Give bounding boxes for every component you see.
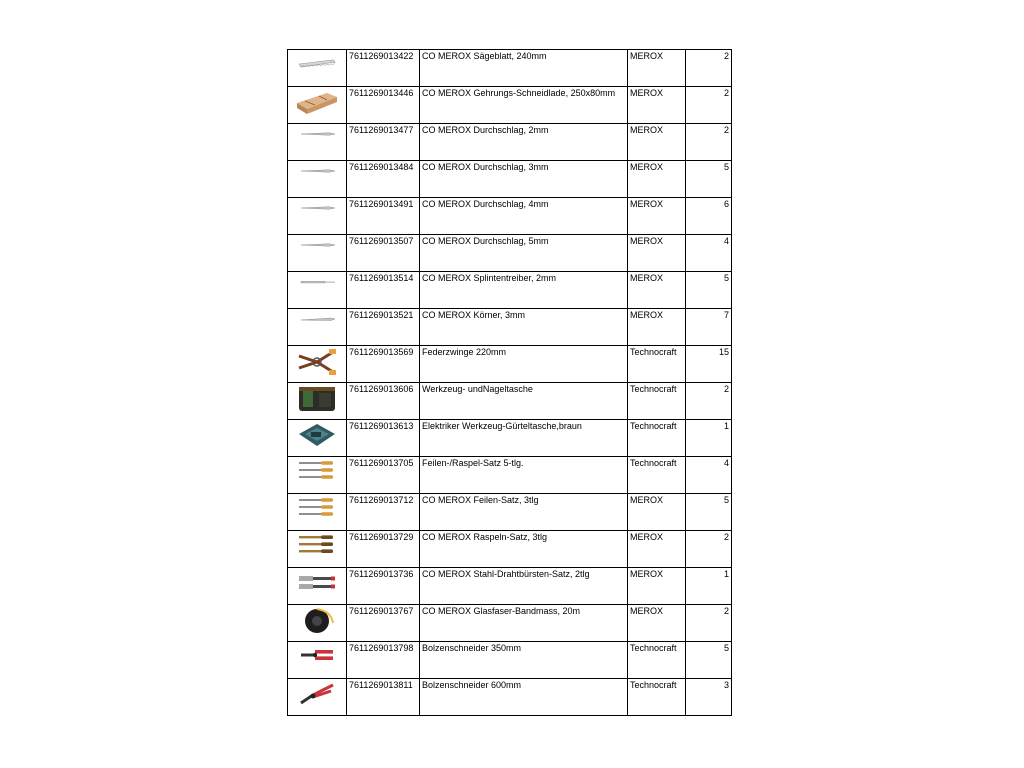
table-row — [288, 161, 732, 198]
center-punch-icon — [290, 309, 344, 329]
ean-cell: 7611269013767 — [347, 605, 420, 642]
product-name-cell: Bolzenschneider 350mm — [420, 642, 628, 679]
product-image-cell — [288, 642, 347, 679]
table-row — [288, 642, 732, 679]
table-row — [288, 124, 732, 161]
brand-cell: Technocraft — [628, 642, 686, 679]
table-row — [288, 235, 732, 272]
punch-icon — [290, 161, 344, 181]
product-name-cell: CO MEROX Durchschlag, 5mm — [420, 235, 628, 272]
tool-belt-bag-icon — [290, 420, 344, 450]
product-image-cell — [288, 531, 347, 568]
brand-cell: MEROX — [628, 494, 686, 531]
quantity-cell: 2 — [686, 605, 732, 642]
product-image-cell — [288, 124, 347, 161]
miter-box-icon — [290, 87, 344, 115]
ean-cell: 7611269013514 — [347, 272, 420, 309]
table-row — [288, 679, 732, 716]
ean-cell: 7611269013606 — [347, 383, 420, 420]
brand-cell: MEROX — [628, 124, 686, 161]
product-name-cell: CO MEROX Körner, 3mm — [420, 309, 628, 346]
ean-cell: 7611269013705 — [347, 457, 420, 494]
brand-cell: Technocraft — [628, 679, 686, 716]
table-row — [288, 346, 732, 383]
ean-cell: 7611269013613 — [347, 420, 420, 457]
table-row — [288, 87, 732, 124]
ean-cell: 7611269013477 — [347, 124, 420, 161]
product-name-cell: CO MEROX Durchschlag, 4mm — [420, 198, 628, 235]
product-image-cell — [288, 457, 347, 494]
ean-cell: 7611269013446 — [347, 87, 420, 124]
file-set-icon — [290, 494, 344, 520]
punch-icon — [290, 235, 344, 255]
brand-cell: MEROX — [628, 309, 686, 346]
ean-cell: 7611269013569 — [347, 346, 420, 383]
bolt-cutter-large-icon — [290, 679, 344, 709]
quantity-cell: 7 — [686, 309, 732, 346]
product-name-cell: CO MEROX Feilen-Satz, 3tlg — [420, 494, 628, 531]
quantity-cell: 4 — [686, 235, 732, 272]
quantity-cell: 1 — [686, 420, 732, 457]
quantity-cell: 5 — [686, 272, 732, 309]
quantity-cell: 6 — [686, 198, 732, 235]
brand-cell: MEROX — [628, 161, 686, 198]
brand-cell: Technocraft — [628, 346, 686, 383]
ean-cell: 7611269013521 — [347, 309, 420, 346]
table-row — [288, 272, 732, 309]
tape-measure-icon — [290, 605, 344, 637]
bolt-cutter-icon — [290, 642, 344, 668]
product-image-cell — [288, 235, 347, 272]
ean-cell: 7611269013798 — [347, 642, 420, 679]
product-name-cell: CO MEROX Stahl-Drahtbürsten-Satz, 2tlg — [420, 568, 628, 605]
product-name-cell: CO MEROX Sägeblatt, 240mm — [420, 50, 628, 87]
product-name-cell: Werkzeug- undNageltasche — [420, 383, 628, 420]
table-row — [288, 383, 732, 420]
quantity-cell: 3 — [686, 679, 732, 716]
brand-cell: MEROX — [628, 198, 686, 235]
spring-clamp-icon — [290, 346, 344, 376]
product-name-cell: CO MEROX Splintentreiber, 2mm — [420, 272, 628, 309]
table-row — [288, 568, 732, 605]
product-name-cell: Elektriker Werkzeug-Gürteltasche,braun — [420, 420, 628, 457]
table-row — [288, 605, 732, 642]
brand-cell: MEROX — [628, 235, 686, 272]
product-name-cell: CO MEROX Raspeln-Satz, 3tlg — [420, 531, 628, 568]
table-row — [288, 309, 732, 346]
quantity-cell: 1 — [686, 568, 732, 605]
quantity-cell: 2 — [686, 124, 732, 161]
product-image-cell — [288, 161, 347, 198]
product-image-cell — [288, 309, 347, 346]
wire-brush-set-icon — [290, 568, 344, 594]
quantity-cell: 2 — [686, 87, 732, 124]
product-name-cell: CO MEROX Gehrungs-Schneidlade, 250x80mm — [420, 87, 628, 124]
brand-cell: MEROX — [628, 87, 686, 124]
file-set-icon — [290, 457, 344, 483]
table-row — [288, 531, 732, 568]
saw-blade-icon — [290, 50, 344, 76]
quantity-cell: 2 — [686, 50, 732, 87]
product-table-body — [288, 50, 732, 716]
brand-cell: Technocraft — [628, 420, 686, 457]
quantity-cell: 5 — [686, 494, 732, 531]
ean-cell: 7611269013422 — [347, 50, 420, 87]
product-image-cell — [288, 50, 347, 87]
quantity-cell: 15 — [686, 346, 732, 383]
product-image-cell — [288, 87, 347, 124]
product-name-cell: CO MEROX Durchschlag, 3mm — [420, 161, 628, 198]
brand-cell: Technocraft — [628, 383, 686, 420]
product-image-cell — [288, 679, 347, 716]
brand-cell: MEROX — [628, 605, 686, 642]
product-image-cell — [288, 605, 347, 642]
product-image-cell — [288, 272, 347, 309]
table-row — [288, 457, 732, 494]
quantity-cell: 5 — [686, 161, 732, 198]
ean-cell: 7611269013736 — [347, 568, 420, 605]
ean-cell: 7611269013811 — [347, 679, 420, 716]
product-image-cell — [288, 198, 347, 235]
product-name-cell: Bolzenschneider 600mm — [420, 679, 628, 716]
product-image-cell — [288, 568, 347, 605]
quantity-cell: 4 — [686, 457, 732, 494]
ean-cell: 7611269013507 — [347, 235, 420, 272]
brand-cell: MEROX — [628, 50, 686, 87]
ean-cell: 7611269013729 — [347, 531, 420, 568]
table-row — [288, 50, 732, 87]
quantity-cell: 5 — [686, 642, 732, 679]
brand-cell: MEROX — [628, 568, 686, 605]
product-name-cell: Feilen-/Raspel-Satz 5-tlg. — [420, 457, 628, 494]
product-image-cell — [288, 420, 347, 457]
brand-cell: MEROX — [628, 272, 686, 309]
product-image-cell — [288, 346, 347, 383]
table-row — [288, 494, 732, 531]
quantity-cell: 2 — [686, 383, 732, 420]
product-name-cell: Federzwinge 220mm — [420, 346, 628, 383]
rasp-set-icon — [290, 531, 344, 557]
brand-cell: Technocraft — [628, 457, 686, 494]
quantity-cell: 2 — [686, 531, 732, 568]
pin-punch-icon — [290, 272, 344, 292]
product-table — [287, 49, 732, 716]
table-row — [288, 420, 732, 457]
product-image-cell — [288, 383, 347, 420]
product-image-cell — [288, 494, 347, 531]
ean-cell: 7611269013712 — [347, 494, 420, 531]
ean-cell: 7611269013491 — [347, 198, 420, 235]
product-name-cell: CO MEROX Durchschlag, 2mm — [420, 124, 628, 161]
ean-cell: 7611269013484 — [347, 161, 420, 198]
brand-cell: MEROX — [628, 531, 686, 568]
punch-icon — [290, 124, 344, 144]
punch-icon — [290, 198, 344, 218]
table-row — [288, 198, 732, 235]
tool-pouch-icon — [290, 383, 344, 415]
product-name-cell: CO MEROX Glasfaser-Bandmass, 20m — [420, 605, 628, 642]
